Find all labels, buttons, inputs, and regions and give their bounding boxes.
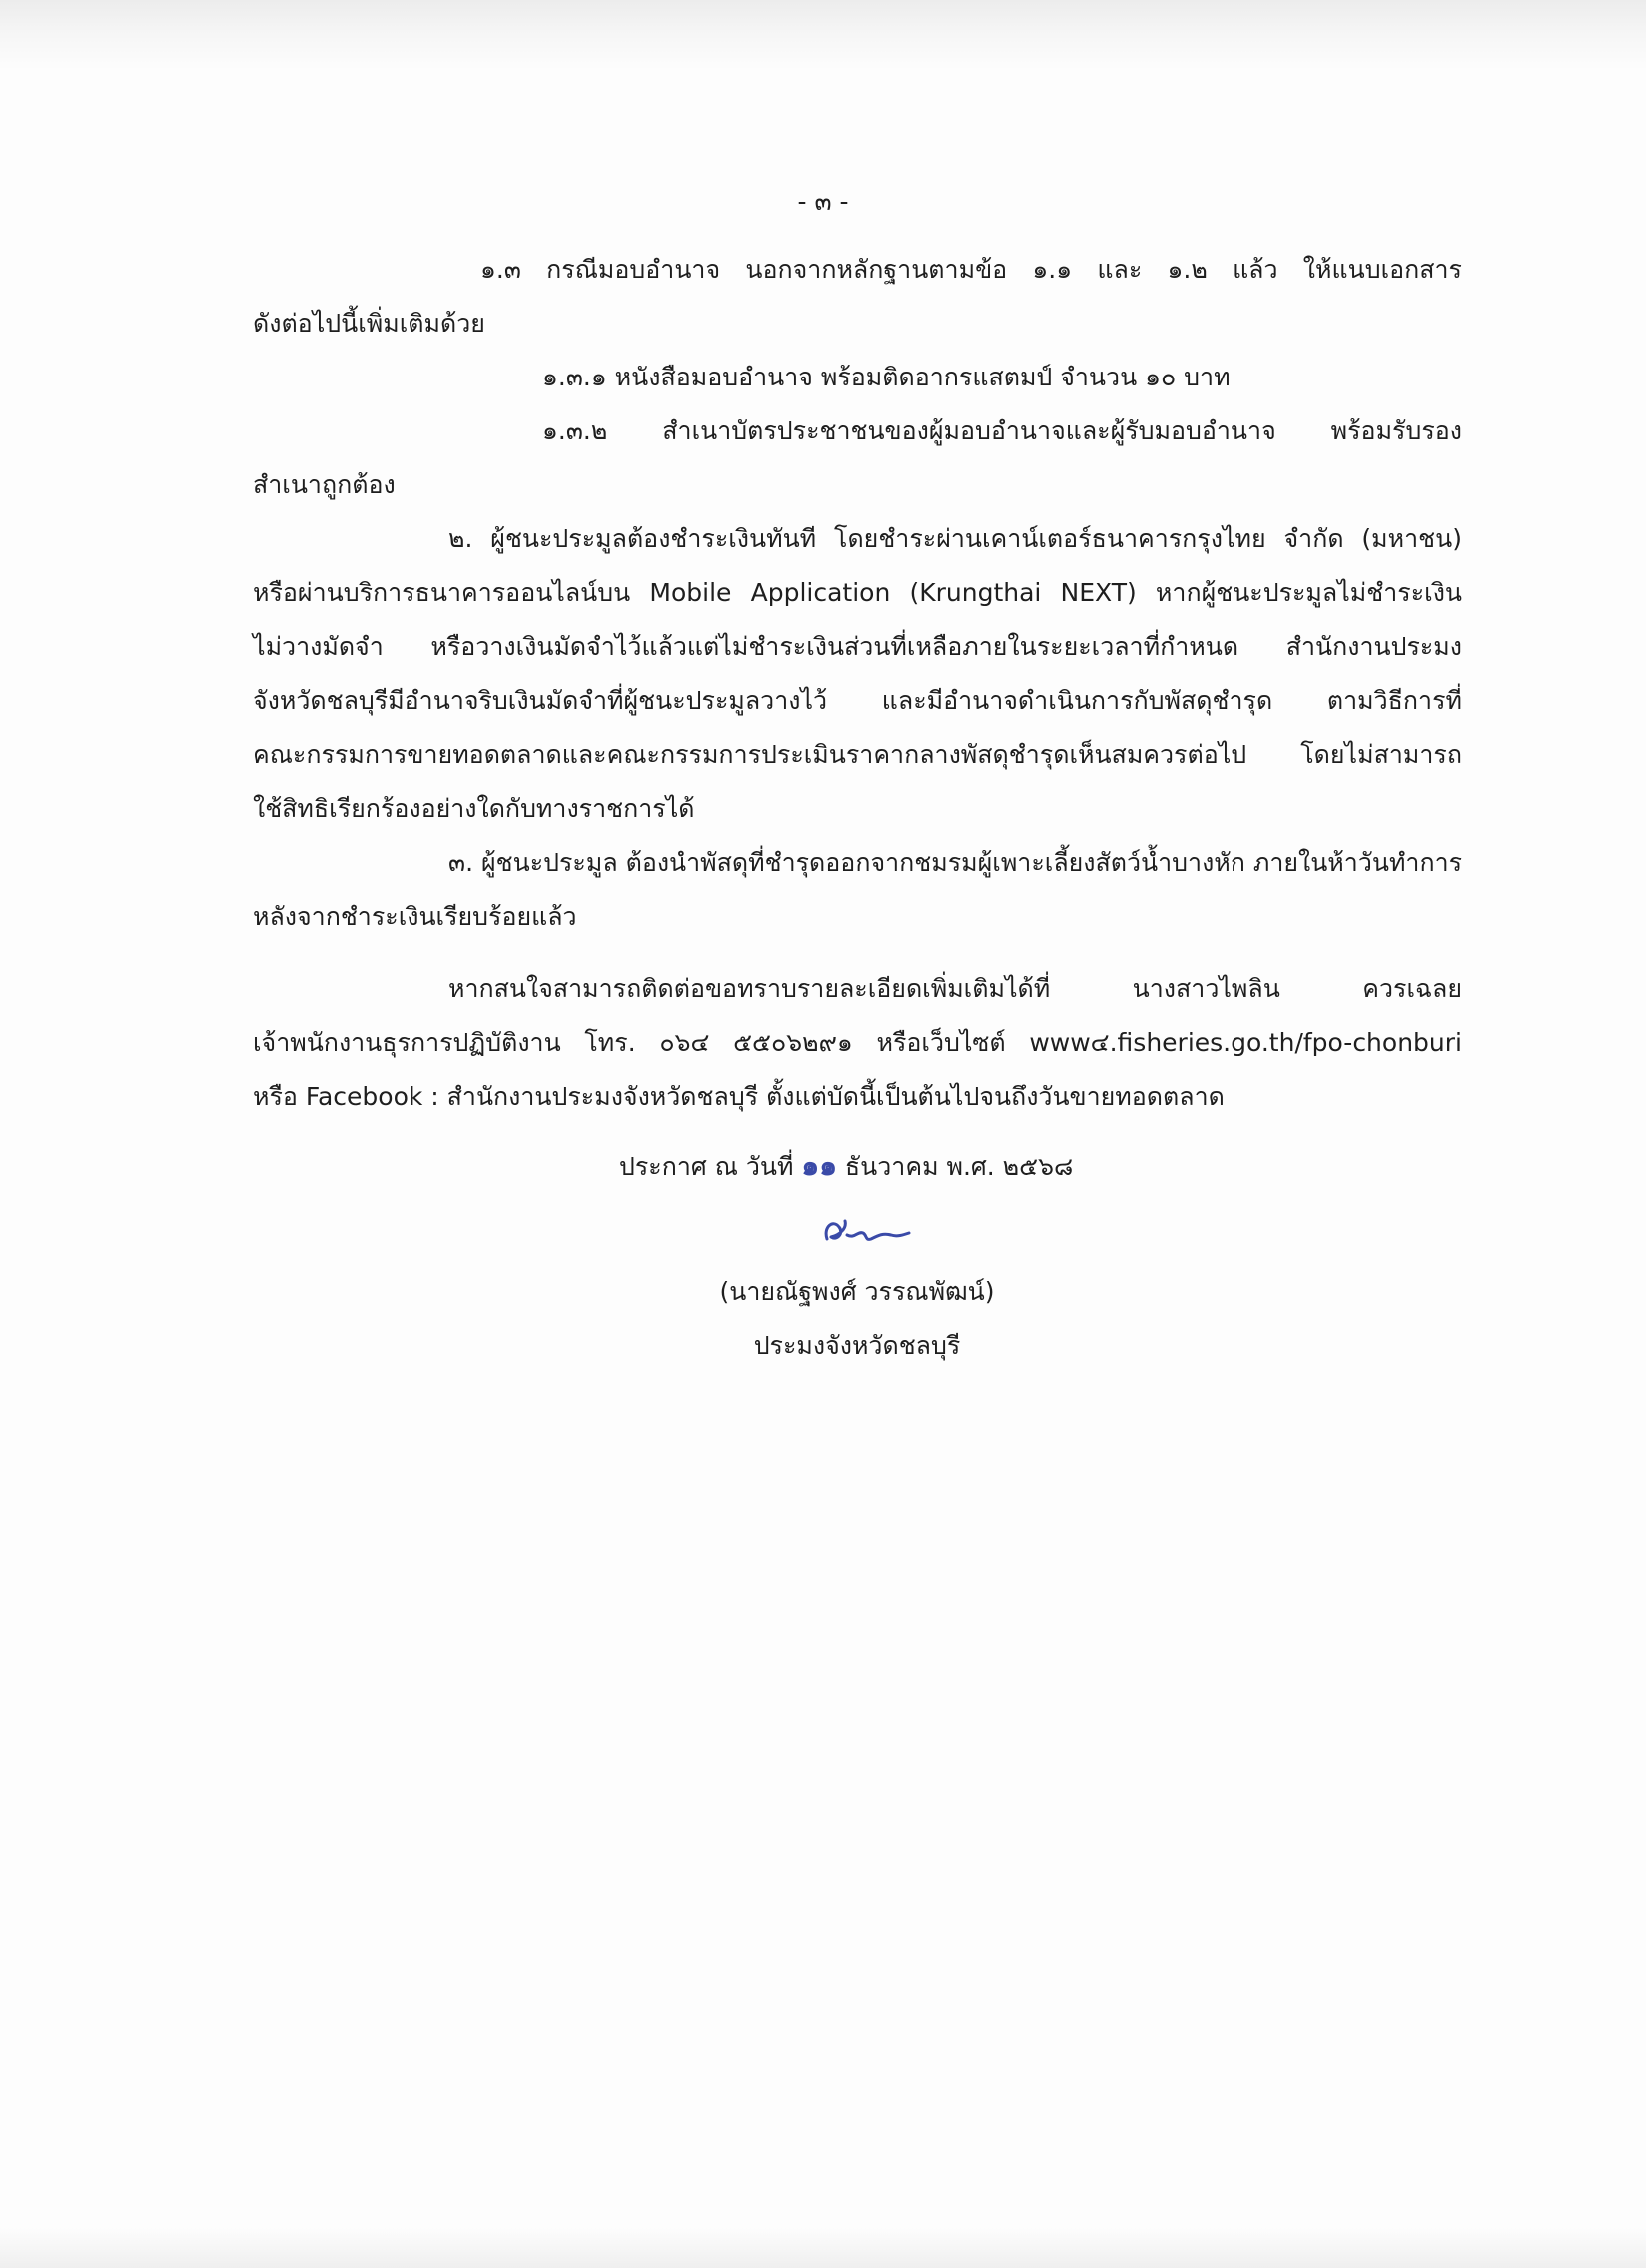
- paragraph-1-3-2-line-1: ๑.๓.๒ สำเนาบัตรประชาชนของผู้มอบอำนาจและผู้รับมอบอำนาจ พร้อมรับรอง: [542, 416, 1462, 445]
- page-number: - ๓ -: [797, 187, 849, 216]
- announcement-month-year: ธันวาคม พ.ศ. ๒๕๖๘: [844, 1152, 1074, 1181]
- paragraph-2-line-5: คณะกรรมการขายทอดตลาดและคณะกรรมการประเมินราคากลางพัสดุชำรุดเห็นสมควรต่อไป โดยไม่สามารถ: [253, 740, 1462, 769]
- contact-line-3: หรือ Facebook : สำนักงานประมงจังหวัดชลบุรี ตั้งแต่บัดนี้เป็นต้นไปจนถึงวันขายทอดตลาด: [253, 1082, 1225, 1111]
- signatory-position: ประมงจังหวัดชลบุรี: [753, 1331, 961, 1360]
- paragraph-1-3-line-1: ๑.๓ กรณีมอบอำนาจ นอกจากหลักฐานตามข้อ ๑.๑ และ ๑.๒ แล้ว ให้แนบเอกสาร: [480, 255, 1462, 284]
- paragraph-2-line-3: ไม่วางมัดจำ หรือวางเงินมัดจำไว้แล้วแต่ไม่ชำระเงินส่วนที่เหลือภายในระยะเวลาที่กำหนด สำนักงานประมง: [253, 632, 1462, 661]
- paragraph-1-3-1: ๑.๓.๑ หนังสือมอบอำนาจ พร้อมติดอากรแสตมป์ จำนวน ๑๐ บาท: [542, 363, 1231, 391]
- paragraph-3-line-2: หลังจากชำระเงินเรียบร้อยแล้ว: [253, 902, 577, 931]
- contact-line-2: เจ้าพนักงานธุรการปฏิบัติงาน โทร. ๐๖๔ ๕๕๐๖๒๙๑ หรือเว็บไซต์ www๔.fisheries.go.th/fpo-chonburi: [253, 1028, 1462, 1057]
- paragraph-3-line-1: ๓. ผู้ชนะประมูล ต้องนำพัสดุที่ชำรุดออกจากชมรมผู้เพาะเลี้ยงสัตว์น้ำบางหัก ภายในห้าวันทำการ: [448, 848, 1463, 877]
- contact-line-1: หากสนใจสามารถติดต่อขอทราบรายละเอียดเพิ่มเติมได้ที่ นางสาวไพลิน ควรเฉลย: [448, 974, 1462, 1003]
- signature-mark: [817, 1205, 917, 1255]
- paragraph-2-line-6: ใช้สิทธิเรียกร้องอย่างใดกับทางราชการได้: [253, 794, 695, 823]
- paragraph-2-line-1: ๒. ผู้ชนะประมูลต้องชำระเงินทันที โดยชำระผ่านเคาน์เตอร์ธนาคารกรุงไทย จำกัด (มหาชน): [448, 524, 1462, 553]
- announcement-date: [619, 1148, 1073, 1185]
- paragraph-1-3-line-2: ดังต่อไปนี้เพิ่มเติมด้วย: [253, 309, 485, 338]
- scan-shadow-top: [0, 0, 1646, 70]
- announcement-prefix: ประกาศ ณ วันที่: [619, 1152, 794, 1181]
- paragraph-2-line-4: จังหวัดชลบุรีมีอำนาจริบเงินมัดจำที่ผู้ชนะประมูลวางไว้ และมีอำนาจดำเนินการกับพัสดุชำรุด ตามวิธีการที่: [253, 686, 1462, 715]
- signatory-name: (นายณัฐพงศ์ วรรณพัฒน์): [719, 1277, 995, 1306]
- paragraph-1-3-2-line-2: สำเนาถูกต้อง: [253, 470, 396, 499]
- scan-shadow-bottom: [0, 2228, 1646, 2268]
- paragraph-2-line-2: หรือผ่านบริการธนาคารออนไลน์บน Mobile Application (Krungthai NEXT) หากผู้ชนะประมูลไม่ชำระเงิน: [253, 578, 1462, 607]
- announcement-day: ๑๑: [801, 1149, 837, 1182]
